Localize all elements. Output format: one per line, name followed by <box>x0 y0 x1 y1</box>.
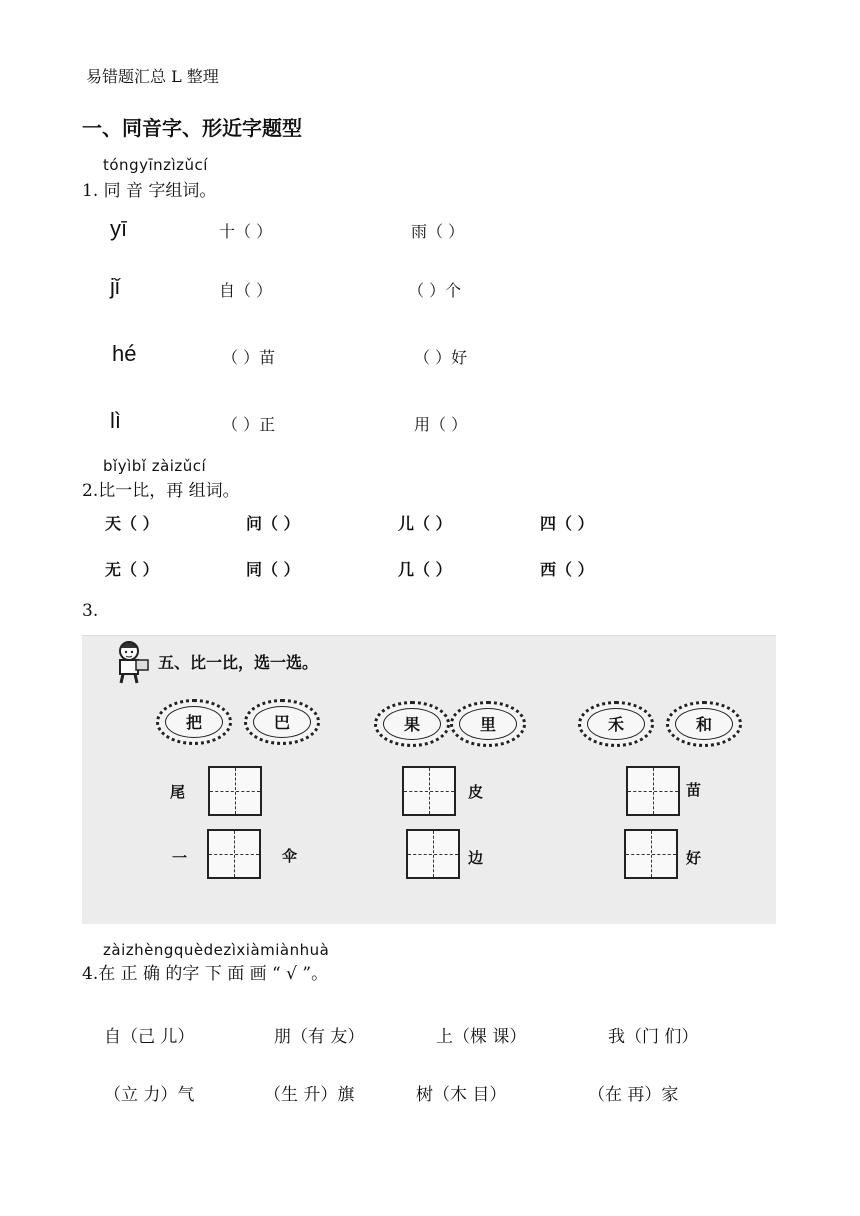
q2-text: 2.比一比，再 组词。 <box>82 481 240 501</box>
q1-row4-pinyin: lì <box>110 408 121 433</box>
flower-option-3[interactable] <box>374 701 450 747</box>
figure-label: 皮 <box>468 783 484 801</box>
q1-text: 1. 同 音 字组词。 <box>82 181 217 201</box>
q1-row2-blank-b[interactable]: （ ）个 <box>408 281 462 300</box>
figure-label: 尾 <box>170 783 186 801</box>
flower-char: 巴 <box>273 713 290 732</box>
figure-label: 苗 <box>686 781 702 799</box>
q4-row2-item1[interactable]: （立 力）气 <box>104 1085 195 1105</box>
q2-row2-item1[interactable]: 无（ ） <box>105 560 159 579</box>
q2-row1-item1[interactable]: 天（ ） <box>105 514 159 533</box>
q1-row4-blank-b[interactable]: 用（ ） <box>414 415 468 434</box>
q2-row1-item3[interactable]: 儿（ ） <box>398 514 452 533</box>
figure-title: 五、比一比，选一选。 <box>158 653 319 672</box>
q4-row2-item4[interactable]: （在 再）家 <box>588 1085 679 1105</box>
q1-pinyin: tóngyīnzìzǔcí <box>103 156 208 174</box>
q1-row3-pinyin: hé <box>112 341 137 366</box>
section-title: 一、同音字、形近字题型 <box>82 116 302 140</box>
figure-label: 伞 <box>282 847 298 865</box>
q4-text: 4.在 正 确 的字 下 面 画 “ √ ”。 <box>82 964 329 984</box>
q4-pinyin: zàizhèngquèdezìxiàmiànhuà <box>103 941 330 959</box>
answer-box[interactable] <box>624 829 678 879</box>
q1-row3-blank-b[interactable]: （ ）好 <box>414 348 468 367</box>
q2-row1-item2[interactable]: 问（ ） <box>246 514 300 533</box>
figure-label: 好 <box>686 849 702 867</box>
q4-row1-item2[interactable]: 朋（有 友） <box>274 1027 365 1047</box>
q3-figure <box>82 635 776 924</box>
flower-char: 里 <box>479 715 496 734</box>
flower-char: 把 <box>185 713 202 732</box>
q1-row1-blank-b[interactable]: 雨（ ） <box>411 222 465 241</box>
flower-option-2[interactable] <box>244 699 320 745</box>
flower-option-1[interactable] <box>156 699 232 745</box>
q4-row1-item3[interactable]: 上（棵 课） <box>436 1027 527 1047</box>
answer-box[interactable] <box>207 829 261 879</box>
answer-box[interactable] <box>208 766 262 816</box>
answer-box[interactable] <box>406 829 460 879</box>
q2-row2-item4[interactable]: 西（ ） <box>540 560 594 579</box>
q4-row1-item1[interactable]: 自（己 儿） <box>104 1027 195 1047</box>
figure-label: 一 <box>172 849 188 867</box>
answer-box[interactable] <box>402 766 456 816</box>
q1-row2-pinyin: jǐ <box>110 274 120 299</box>
flower-char: 果 <box>403 715 420 734</box>
q2-row1-item4[interactable]: 四（ ） <box>540 514 594 533</box>
q2-row2-item3[interactable]: 几（ ） <box>398 560 452 579</box>
q1-row1-pinyin: yī <box>110 216 128 241</box>
answer-box[interactable] <box>626 766 680 816</box>
flower-char: 禾 <box>607 715 624 734</box>
q4-row2-item3[interactable]: 树（木 目） <box>416 1085 507 1105</box>
q2-pinyin: bǐyìbǐ zàizǔcí <box>103 457 207 475</box>
flower-option-5[interactable] <box>578 701 654 747</box>
figure-label: 边 <box>468 849 484 867</box>
q1-row1-blank-a[interactable]: 十（ ） <box>219 222 273 241</box>
q4-row1-item4[interactable]: 我（门 们） <box>608 1027 699 1047</box>
flower-option-4[interactable] <box>450 701 526 747</box>
q4-row2-item2[interactable]: （生 升）旗 <box>264 1085 355 1105</box>
q1-row2-blank-a[interactable]: 自（ ） <box>219 281 273 300</box>
q3-text: 3. <box>82 601 99 621</box>
flower-char: 和 <box>695 715 712 734</box>
q2-row2-item2[interactable]: 同（ ） <box>246 560 300 579</box>
q1-row4-blank-a[interactable]: （ ）正 <box>222 415 276 434</box>
q1-row3-blank-a[interactable]: （ ）苗 <box>222 348 276 367</box>
child-reading-icon <box>112 640 152 684</box>
flower-option-6[interactable] <box>666 701 742 747</box>
document-header: 易错题汇总 L 整理 <box>86 67 219 86</box>
